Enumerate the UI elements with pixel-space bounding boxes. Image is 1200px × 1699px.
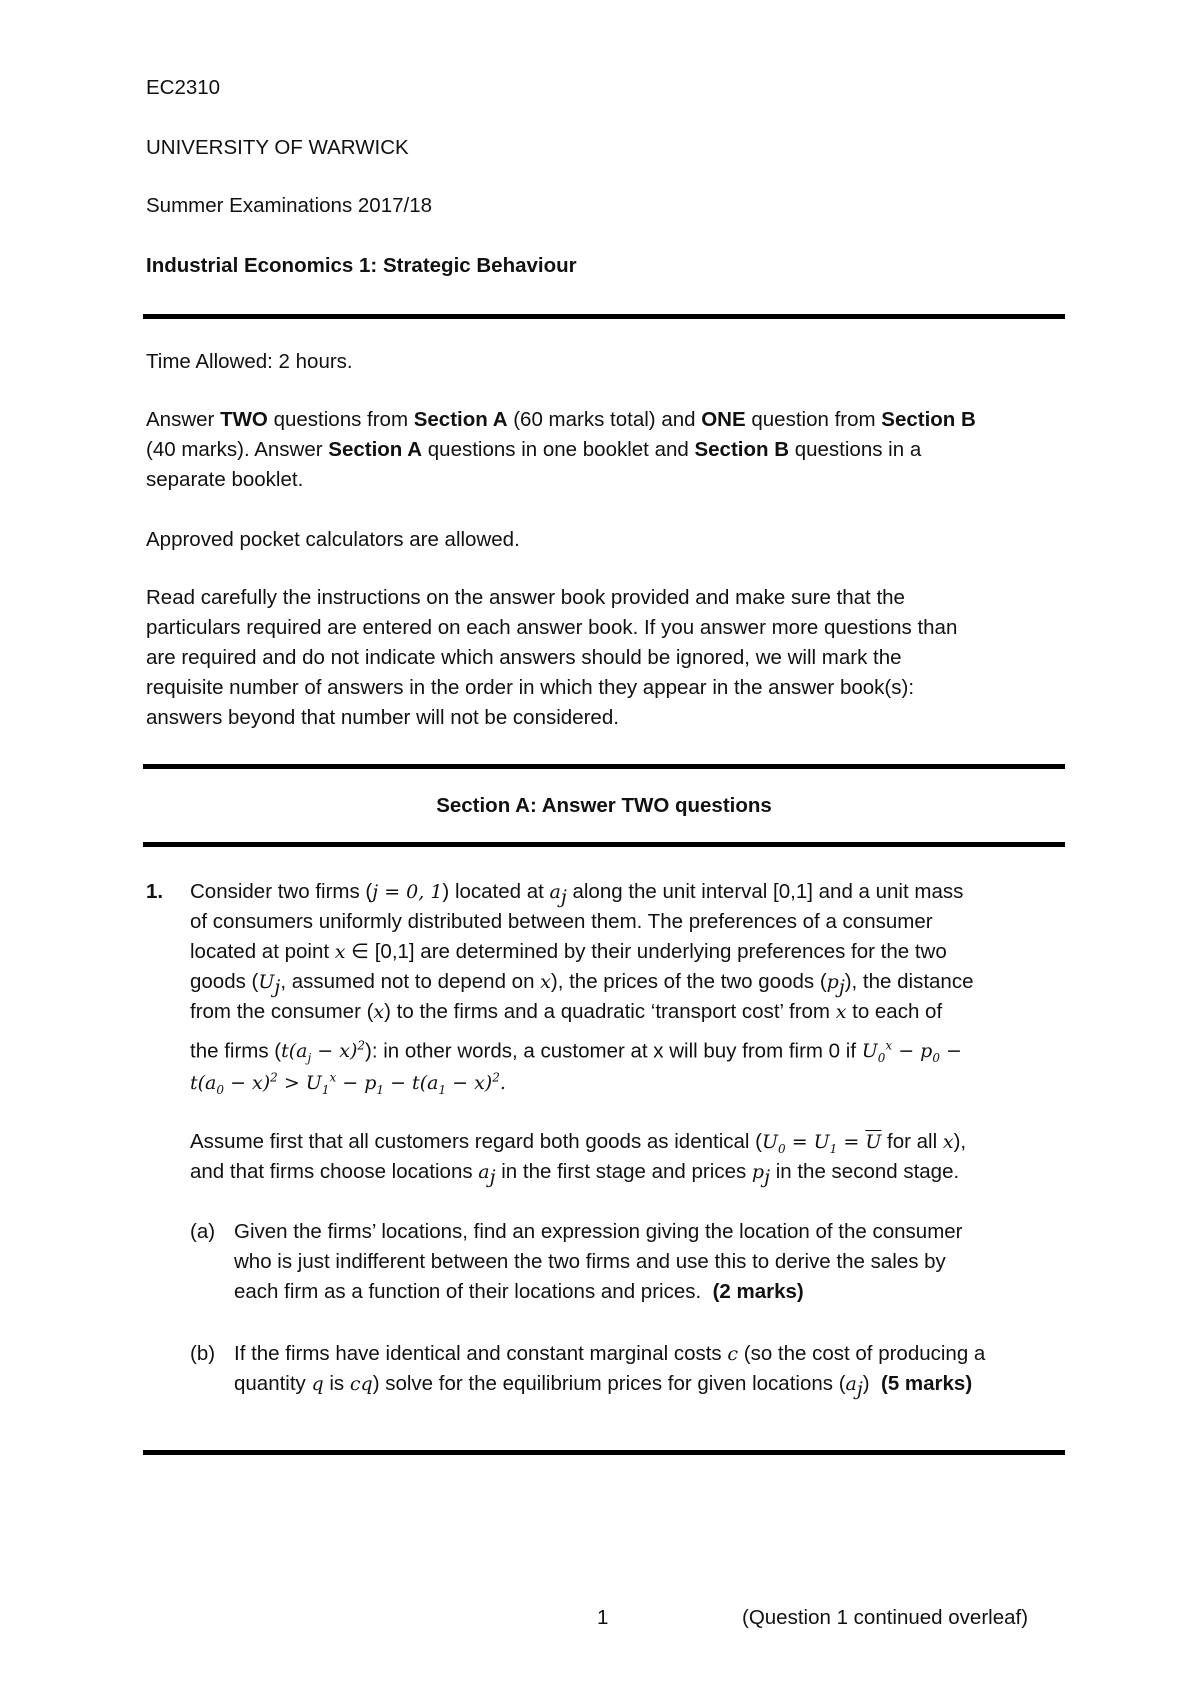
math: x bbox=[334, 941, 346, 963]
text: questions in one booklet and bbox=[422, 438, 695, 461]
text: Answer bbox=[146, 408, 221, 431]
text: for all bbox=[881, 1130, 943, 1153]
question-line-3 bbox=[190, 942, 947, 963]
math-subscript: j bbox=[560, 886, 567, 909]
divider bbox=[143, 314, 1065, 319]
math: x bbox=[373, 1001, 385, 1023]
divider bbox=[143, 1450, 1065, 1455]
text-bold: Section B bbox=[694, 438, 790, 461]
question-line-7 bbox=[190, 1072, 506, 1096]
question-line-6 bbox=[190, 1040, 962, 1064]
marks: (5 marks) bbox=[881, 1372, 973, 1395]
marks: (2 marks) bbox=[712, 1280, 804, 1303]
part-b-line-1 bbox=[234, 1344, 985, 1365]
math: U bbox=[258, 971, 275, 993]
text: questions in a bbox=[789, 438, 922, 461]
text: , assumed not to depend on bbox=[280, 970, 541, 993]
text: located at point bbox=[190, 940, 335, 963]
math-subscript: j bbox=[489, 1166, 496, 1189]
math: cq bbox=[349, 1373, 373, 1395]
read-instruction-line-4: requisite number of answers in the order in which they appear in the answer book(s): bbox=[146, 676, 915, 699]
answer-instruction-line-3: separate booklet. bbox=[146, 468, 304, 491]
text: ), bbox=[953, 1130, 967, 1153]
part-a-line-2: who is just indifferent between the two firms and use this to derive the sales by bbox=[234, 1250, 946, 1273]
text: ) solve for the equilibrium prices for given locations ( bbox=[372, 1372, 846, 1395]
text-bold: TWO bbox=[220, 408, 268, 431]
text: ) to the firms and a quadratic ‘transport cost’ from bbox=[384, 1000, 836, 1023]
time-allowed: Time Allowed: 2 hours. bbox=[146, 350, 353, 373]
text: and that firms choose locations bbox=[190, 1160, 479, 1183]
text: ∈ [0,1] are determined by their underlying preferences for the two bbox=[345, 940, 947, 963]
math: x bbox=[942, 1131, 954, 1153]
text: from the consumer ( bbox=[190, 1000, 374, 1023]
exam-title: Industrial Economics 1: Strategic Behaviour bbox=[146, 254, 577, 277]
calculator-note: Approved pocket calculators are allowed. bbox=[146, 528, 520, 551]
text-bold: Section B bbox=[881, 408, 976, 431]
math: j = 0, 1 bbox=[372, 881, 443, 903]
question-line-1 bbox=[190, 882, 963, 907]
text: is bbox=[323, 1372, 350, 1395]
answer-instruction-line-1 bbox=[146, 410, 976, 431]
text: (60 marks total) and bbox=[507, 408, 702, 431]
inequality-formula: $t(a_0 - x)^2 > U_1^x - p_1 - t(a_1 - x)^2$. bbox=[190, 1071, 506, 1098]
math: c bbox=[727, 1343, 739, 1365]
university-name: UNIVERSITY OF WARWICK bbox=[146, 136, 409, 159]
math-subscript: j bbox=[274, 976, 281, 999]
math-subscript: j bbox=[764, 1166, 770, 1189]
text: (40 marks). Answer bbox=[146, 438, 329, 461]
text: Assume first that all customers regard both goods as identical ( bbox=[190, 1130, 762, 1153]
text: ), the distance bbox=[844, 970, 974, 993]
text-bold: Section A bbox=[413, 408, 508, 431]
part-b-line-2 bbox=[234, 1374, 972, 1399]
math-subscript: j bbox=[838, 976, 845, 999]
question-line-8 bbox=[190, 1132, 966, 1155]
text-bold: Section A bbox=[328, 438, 423, 461]
text: ) bbox=[862, 1372, 870, 1395]
question-line-2: of consumers uniformly distributed between them. The preferences of a consumer bbox=[190, 910, 933, 933]
math: a bbox=[478, 1161, 490, 1183]
math: p bbox=[826, 971, 839, 993]
read-instruction-line-3: are required and do not indicate which answers should be ignored, we will mark the bbox=[146, 646, 902, 669]
math: x bbox=[835, 1001, 847, 1023]
divider bbox=[143, 764, 1065, 769]
read-instruction-line-2: particulars required are entered on each answer book. If you answer more questions than bbox=[146, 616, 958, 639]
read-instruction-line-1: Read carefully the instructions on the answer book provided and make sure that the bbox=[146, 586, 905, 609]
answer-instruction-line-2 bbox=[146, 440, 921, 461]
question-number: 1. bbox=[146, 880, 164, 903]
math: p bbox=[751, 1161, 765, 1183]
text: the firms ( bbox=[190, 1039, 282, 1063]
text: along the unit interval [0,1] and a unit mass bbox=[566, 880, 964, 903]
page-number: 1 bbox=[597, 1606, 609, 1629]
section-a-heading: Section A: Answer TWO questions bbox=[436, 794, 772, 817]
text: quantity bbox=[234, 1372, 312, 1395]
course-code: EC2310 bbox=[146, 76, 221, 99]
divider bbox=[143, 842, 1065, 847]
text: each firm as a function of their locations and prices. bbox=[234, 1280, 702, 1303]
part-a-label: (a) bbox=[190, 1220, 216, 1243]
math: a bbox=[845, 1373, 857, 1395]
part-b-label: (b) bbox=[190, 1342, 216, 1365]
text: (so the cost of producing a bbox=[738, 1342, 986, 1365]
text: ), the prices of the two goods ( bbox=[550, 970, 827, 993]
question-line-4 bbox=[190, 972, 973, 997]
part-a-line-3 bbox=[234, 1282, 804, 1303]
exam-session: Summer Examinations 2017/18 bbox=[146, 194, 433, 217]
text: questions from bbox=[267, 408, 414, 431]
math: q bbox=[311, 1373, 324, 1395]
text: in the second stage. bbox=[770, 1160, 960, 1183]
text: in the first stage and prices bbox=[495, 1160, 752, 1183]
utility-formula-start: $U_0^x - p_0$ − bbox=[861, 1039, 962, 1066]
text: If the firms have identical and constant marginal costs bbox=[234, 1342, 728, 1365]
math: a bbox=[549, 881, 561, 903]
text: question from bbox=[745, 408, 882, 431]
math-subscript: j bbox=[856, 1378, 863, 1401]
text: goods ( bbox=[190, 970, 259, 993]
text: ) located at bbox=[442, 880, 550, 903]
question-line-9 bbox=[190, 1162, 959, 1187]
read-instruction-line-5: answers beyond that number will not be considered. bbox=[146, 706, 619, 729]
text: Consider two firms ( bbox=[190, 880, 373, 903]
part-a-line-1: Given the firms’ locations, find an expression giving the location of the consumer bbox=[234, 1220, 963, 1243]
transport-cost-formula: $t(a_j - x)^2$ bbox=[281, 1039, 366, 1066]
question-line-5 bbox=[190, 1002, 942, 1023]
identical-goods-formula: $U_0 = U_1 = \overline{U}$ bbox=[762, 1131, 882, 1156]
text-bold: ONE bbox=[701, 408, 746, 431]
math: x bbox=[540, 971, 551, 993]
text: ): in other words, a customer at x will buy from firm 0 if bbox=[365, 1039, 862, 1063]
text: to each of bbox=[846, 1000, 943, 1023]
continued-note: (Question 1 continued overleaf) bbox=[742, 1606, 1029, 1629]
